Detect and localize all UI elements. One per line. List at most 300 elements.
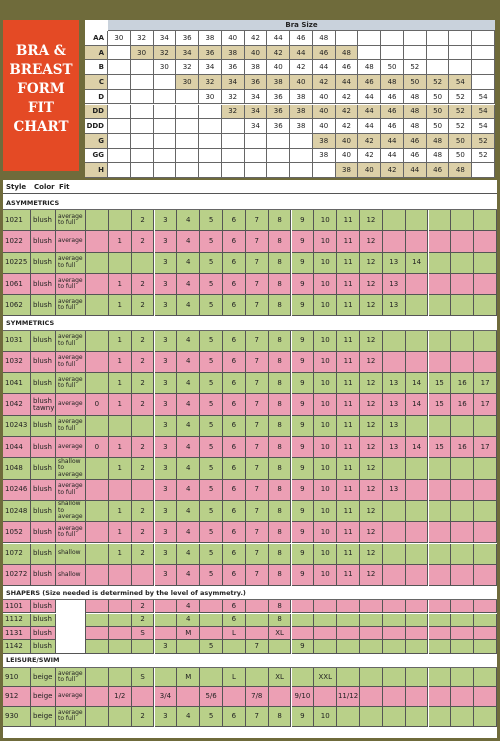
bra-size-cell: 36 (222, 60, 245, 75)
size-cell: 11 (337, 210, 360, 231)
bra-size-cell: 46 (381, 119, 404, 134)
size-cell: 7 (246, 565, 269, 586)
size-cell: 5 (200, 707, 223, 727)
size-cell: 12 (360, 480, 383, 501)
size-cell (451, 458, 474, 479)
bra-size-cell: 38 (267, 75, 290, 90)
size-cell: 5 (200, 480, 223, 501)
fit-cell: shallow (56, 544, 86, 565)
bra-size-cell (199, 105, 222, 120)
fit-cell: shallow (56, 565, 86, 586)
size-cell (474, 416, 497, 437)
bra-size-cell: 42 (313, 75, 336, 90)
size-cell (429, 600, 452, 613)
size-cell: S (132, 668, 155, 688)
size-cell (429, 231, 452, 252)
size-cell (109, 614, 132, 627)
bra-size-cell (267, 149, 290, 164)
bra-size-cell: 44 (267, 31, 290, 46)
size-cell (383, 668, 406, 688)
bra-size-cell: 52 (449, 119, 472, 134)
cup-label: DD (85, 105, 108, 120)
size-cell (223, 640, 246, 653)
size-cell: 3 (155, 544, 178, 565)
size-cell (360, 668, 383, 688)
size-cell (86, 352, 109, 373)
bra-size-cell: 34 (245, 105, 268, 120)
bra-size-cell: 36 (176, 31, 199, 46)
size-cell: 12 (360, 253, 383, 274)
size-cell: 9 (292, 373, 315, 394)
color-cell: blush (31, 331, 56, 352)
size-cell: 13 (383, 416, 406, 437)
size-cell (406, 640, 429, 653)
size-cell: 10 (314, 394, 337, 415)
bra-size-cell: 32 (154, 46, 177, 61)
cup-label: G (85, 134, 108, 149)
size-cell (429, 687, 452, 707)
bra-size-cell: 42 (381, 163, 404, 178)
bra-size-cell: 34 (199, 60, 222, 75)
size-cell: 17 (474, 394, 497, 415)
bra-size-cell: 50 (427, 119, 450, 134)
size-cell: 7 (246, 480, 269, 501)
size-cell: 11 (337, 565, 360, 586)
bra-size-cell: 48 (427, 149, 450, 164)
bra-size-cell (472, 46, 495, 61)
size-cell (86, 687, 109, 707)
size-cell (86, 231, 109, 252)
fit-cell: average to full (56, 707, 86, 727)
size-cell (406, 707, 429, 727)
size-cell: 9 (292, 253, 315, 274)
bra-size-cell: 46 (313, 46, 336, 61)
size-cell: 7 (246, 210, 269, 231)
size-cell: 3 (155, 707, 178, 727)
style-cell: 930 (3, 707, 31, 727)
bra-size-cell: 50 (427, 90, 450, 105)
bra-size-cell: 46 (381, 105, 404, 120)
bra-size-cell: 42 (336, 105, 359, 120)
size-cell: 6 (223, 614, 246, 627)
size-cell: 4 (177, 437, 200, 458)
bra-size-table (85, 20, 495, 178)
section-title: ASYMMETRICS (3, 196, 497, 210)
size-cell (132, 480, 155, 501)
bra-size-cell (108, 60, 131, 75)
bra-size-cell (108, 134, 131, 149)
size-cell: 4 (177, 274, 200, 295)
bra-size-cell (154, 75, 177, 90)
size-cell: 12 (360, 394, 383, 415)
bra-size-cell: 40 (290, 75, 313, 90)
bra-size-cell: 32 (222, 90, 245, 105)
size-cell: 14 (406, 253, 429, 274)
size-cell: 9 (292, 565, 315, 586)
size-cell: 2 (132, 231, 155, 252)
size-cell: 10 (314, 565, 337, 586)
size-cell (86, 210, 109, 231)
size-cell: 2 (132, 352, 155, 373)
size-cell (246, 668, 269, 688)
color-cell: blush (31, 614, 56, 627)
size-cell (383, 600, 406, 613)
size-cell (383, 501, 406, 522)
size-cell: 2 (132, 295, 155, 316)
size-cell: 11 (337, 544, 360, 565)
size-cell: 17 (474, 373, 497, 394)
style-cell: 910 (3, 668, 31, 688)
size-cell: 4 (177, 210, 200, 231)
size-cell (109, 668, 132, 688)
size-cell (337, 707, 360, 727)
size-cell (429, 544, 452, 565)
color-cell: blush (31, 352, 56, 373)
size-cell (383, 640, 406, 653)
size-cell (451, 707, 474, 727)
size-cell: 11 (337, 253, 360, 274)
bra-size-cell (176, 163, 199, 178)
color-cell: blush (31, 416, 56, 437)
size-cell: 5 (200, 416, 223, 437)
bra-size-cell (267, 134, 290, 149)
bra-size-cell: 48 (427, 134, 450, 149)
size-cell: 8 (269, 352, 292, 373)
bra-size-cell (404, 46, 427, 61)
size-cell: 9 (292, 501, 315, 522)
size-cell (451, 640, 474, 653)
fit-cell: average to full (56, 480, 86, 501)
color-cell: blush (31, 480, 56, 501)
color-cell: blush (31, 600, 56, 613)
size-cell (314, 600, 337, 613)
fit-cell: average to full (56, 668, 86, 688)
size-cell: 8 (269, 231, 292, 252)
size-cell (429, 274, 452, 295)
size-cell: 3 (155, 640, 178, 653)
size-cell (406, 210, 429, 231)
color-cell: blush (31, 274, 56, 295)
size-cell (177, 687, 200, 707)
size-cell: 5/6 (200, 687, 223, 707)
size-cell (474, 458, 497, 479)
bra-size-cell (131, 105, 154, 120)
size-cell (292, 600, 315, 613)
color-cell: blush (31, 295, 56, 316)
bra-size-cell (199, 149, 222, 164)
size-cell: 12 (360, 522, 383, 543)
bra-size-cell: 38 (222, 46, 245, 61)
size-cell (474, 522, 497, 543)
size-cell: 3 (155, 373, 178, 394)
size-cell: 13 (383, 394, 406, 415)
bra-size-cell: 30 (131, 46, 154, 61)
size-cell (292, 627, 315, 640)
size-cell: 9 (292, 458, 315, 479)
size-cell: 9/10 (292, 687, 315, 707)
bra-size-cell: 50 (449, 134, 472, 149)
size-cell (451, 253, 474, 274)
size-cell (86, 627, 109, 640)
size-cell: 2 (132, 522, 155, 543)
size-cell: 8 (269, 544, 292, 565)
size-cell: 10 (314, 437, 337, 458)
size-cell: 4 (177, 352, 200, 373)
size-cell: 10 (314, 458, 337, 479)
color-cell: blush (31, 210, 56, 231)
size-cell: 6 (223, 210, 246, 231)
bra-size-cell: 50 (404, 75, 427, 90)
size-cell (474, 544, 497, 565)
size-cell: 9 (292, 394, 315, 415)
size-cell (86, 331, 109, 352)
bra-size-cell: 44 (290, 46, 313, 61)
size-cell (474, 565, 497, 586)
bra-size-cell: 50 (427, 105, 450, 120)
size-cell (132, 640, 155, 653)
bra-size-cell (108, 46, 131, 61)
bra-size-cell (427, 31, 450, 46)
size-cell (451, 668, 474, 688)
size-cell: 1 (109, 544, 132, 565)
size-cell (223, 687, 246, 707)
size-cell (474, 295, 497, 316)
size-cell: 2 (132, 707, 155, 727)
size-cell (269, 640, 292, 653)
bra-size-cell (131, 75, 154, 90)
color-cell: blush (31, 565, 56, 586)
bra-size-cell: 40 (267, 60, 290, 75)
size-cell (474, 331, 497, 352)
color-cell: blush (31, 458, 56, 479)
size-cell: 10 (314, 352, 337, 373)
bra-size-cell (381, 46, 404, 61)
size-cell (86, 640, 109, 653)
size-cell: 7 (246, 295, 269, 316)
size-cell: 12 (360, 352, 383, 373)
bra-size-cell: 52 (472, 149, 495, 164)
size-cell: 7 (246, 352, 269, 373)
fit-cell: average to full (56, 210, 86, 231)
size-cell: 3 (155, 522, 178, 543)
size-cell (474, 600, 497, 613)
style-cell: 10272 (3, 565, 31, 586)
bra-size-cell: 32 (176, 60, 199, 75)
size-cell (132, 253, 155, 274)
size-cell: 7 (246, 253, 269, 274)
size-cell: 7 (246, 394, 269, 415)
style-cell: 1061 (3, 274, 31, 295)
bra-size-cell: 48 (381, 75, 404, 90)
bra-size-cell: 42 (358, 134, 381, 149)
bra-size-cell: 34 (245, 90, 268, 105)
size-cell: 2 (132, 437, 155, 458)
style-cell: 912 (3, 687, 31, 707)
size-cell: 12 (360, 210, 383, 231)
bra-size-cell: 48 (404, 90, 427, 105)
size-cell (200, 668, 223, 688)
size-cell: 3 (155, 480, 178, 501)
bra-size-cell: 48 (404, 119, 427, 134)
size-cell: 6 (223, 437, 246, 458)
bra-size-cell (245, 134, 268, 149)
size-cell (429, 352, 452, 373)
size-cell (86, 544, 109, 565)
size-cell (406, 522, 429, 543)
size-cell: 4 (177, 394, 200, 415)
bra-size-cell (449, 31, 472, 46)
size-cell (429, 627, 452, 640)
size-cell: 11 (337, 331, 360, 352)
size-cell: M (177, 627, 200, 640)
size-cell (474, 274, 497, 295)
size-cell: 4 (177, 331, 200, 352)
size-cell: 7 (246, 522, 269, 543)
bra-size-cell (154, 149, 177, 164)
size-cell: 6 (223, 274, 246, 295)
bra-size-cell (245, 149, 268, 164)
size-cell (360, 640, 383, 653)
size-cell (86, 458, 109, 479)
size-cell: 0 (86, 394, 109, 415)
bra-size-cell: 36 (267, 105, 290, 120)
size-cell: 3/4 (155, 687, 178, 707)
size-cell: 3 (155, 295, 178, 316)
size-cell (86, 565, 109, 586)
size-cell (451, 480, 474, 501)
style-cell: 1042 (3, 394, 31, 415)
size-cell (383, 707, 406, 727)
size-cell: 12 (360, 331, 383, 352)
bra-size-cell: 54 (449, 75, 472, 90)
bra-size-cell: 34 (222, 75, 245, 90)
bra-size-cell: 36 (267, 119, 290, 134)
size-cell (429, 480, 452, 501)
style-cell: 1044 (3, 437, 31, 458)
size-cell: 1 (109, 501, 132, 522)
size-cell (429, 295, 452, 316)
size-cell: 1 (109, 394, 132, 415)
bra-size-cell: 38 (313, 134, 336, 149)
fit-cell: average (56, 687, 86, 707)
bra-size-cell (222, 149, 245, 164)
bra-size-cell (199, 163, 222, 178)
size-cell (155, 668, 178, 688)
size-cell: 10 (314, 707, 337, 727)
size-cell: 10 (314, 480, 337, 501)
style-cell: 10225 (3, 253, 31, 274)
size-cell: 3 (155, 394, 178, 415)
size-cell (200, 600, 223, 613)
size-cell: 11 (337, 437, 360, 458)
bra-size-cell: 42 (358, 149, 381, 164)
fit-cell: average to full (56, 295, 86, 316)
bra-size-cell (199, 119, 222, 134)
size-cell (109, 253, 132, 274)
size-cell (292, 668, 315, 688)
size-cell: 5 (200, 522, 223, 543)
size-cell (474, 687, 497, 707)
bra-size-cell: 46 (381, 90, 404, 105)
bra-size-cell (108, 149, 131, 164)
size-cell: 12 (360, 458, 383, 479)
size-cell: 1 (109, 373, 132, 394)
size-cell: 8 (269, 707, 292, 727)
size-cell: 10 (314, 210, 337, 231)
size-cell: 16 (451, 373, 474, 394)
size-cell: 2 (132, 373, 155, 394)
size-cell (383, 522, 406, 543)
size-cell (451, 352, 474, 373)
size-cell: 5 (200, 501, 223, 522)
size-cell: 2 (132, 600, 155, 613)
color-cell: blush (31, 627, 56, 640)
color-cell: blush (31, 501, 56, 522)
size-cell (337, 627, 360, 640)
bra-size-cell: 40 (313, 105, 336, 120)
bra-size-cell (245, 163, 268, 178)
size-cell: 10 (314, 501, 337, 522)
size-cell: 15 (429, 437, 452, 458)
size-cell (86, 614, 109, 627)
bra-size-cell: 48 (313, 31, 336, 46)
size-cell: 2 (132, 210, 155, 231)
size-cell (451, 614, 474, 627)
size-cell: 7 (246, 437, 269, 458)
size-cell: 6 (223, 253, 246, 274)
size-cell: 5 (200, 458, 223, 479)
color-cell: blush (31, 373, 56, 394)
size-cell (109, 640, 132, 653)
size-cell (451, 687, 474, 707)
bra-size-cell: 52 (404, 60, 427, 75)
bra-size-cell: 46 (290, 31, 313, 46)
size-cell: 4 (177, 501, 200, 522)
size-cell: 3 (155, 274, 178, 295)
size-cell: 11 (337, 458, 360, 479)
size-cell (360, 687, 383, 707)
size-cell: 11 (337, 522, 360, 543)
style-cell: 1041 (3, 373, 31, 394)
style-cell: 1072 (3, 544, 31, 565)
size-cell: 6 (223, 458, 246, 479)
bra-size-cell (131, 149, 154, 164)
color-cell: beige (31, 707, 56, 727)
section-title: LEISURE/SWIM (3, 654, 497, 668)
size-cell (246, 600, 269, 613)
bra-size-cell: 40 (313, 90, 336, 105)
size-cell: 9 (292, 331, 315, 352)
size-cell: 13 (383, 480, 406, 501)
size-cell (360, 614, 383, 627)
size-cell: 11 (337, 295, 360, 316)
size-cell: 10 (314, 544, 337, 565)
bra-size-cell (381, 31, 404, 46)
bra-size-cell: 44 (381, 134, 404, 149)
size-cell (155, 614, 178, 627)
size-cell: 8 (269, 416, 292, 437)
size-cell: L (223, 627, 246, 640)
size-cell (406, 274, 429, 295)
size-cell (474, 210, 497, 231)
size-cell: 1 (109, 437, 132, 458)
size-cell: 6 (223, 480, 246, 501)
size-cell (429, 707, 452, 727)
cup-label: D (85, 90, 108, 105)
size-cell: 4 (177, 231, 200, 252)
size-cell: 4 (177, 416, 200, 437)
color-cell: beige (31, 687, 56, 707)
